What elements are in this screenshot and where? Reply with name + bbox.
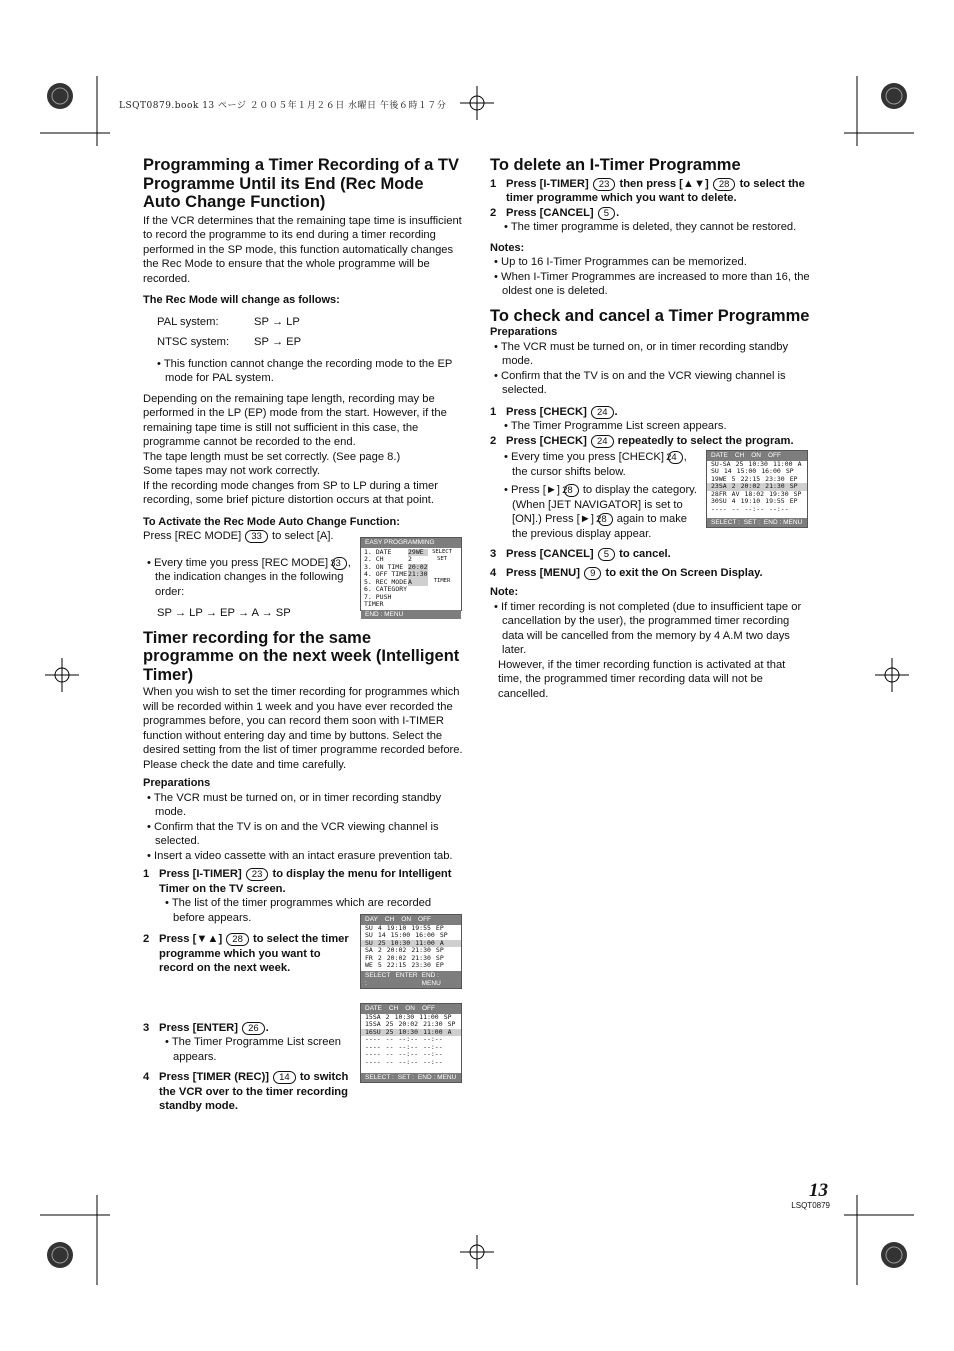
notes-heading: Notes: [490,241,525,254]
note-bullet-2: • When I-Timer Programmes are increased to more than 16, the oldest one is deleted. [494,270,810,297]
check-step-2: 2 Press [CHECK] 24 repeatedly to select the program. [490,434,794,447]
osd-timer-list-1: DATE CH ON OFF 15SA 2 10:30 11:00 SP 15SA 25 20:02 21:30 SP 16SU 25 10:30 11:00 A ---- -- --:-- --:-- ---- -- --:-- --:-- ---- -- --:-- --:-- ---- -- --:-- --:-- SELECT : SET : END : MENU [360,1003,462,1083]
osd-row: FR 2 20:02 21:30 SP [365,953,444,962]
activate-heading: To Activate the Rec Mode Auto Change Function: [143,515,400,528]
registration-mark-bottom-right [844,1195,914,1285]
page-number: 13 [809,1180,828,1201]
step-4: 4 Press [TIMER (REC)] 14 to switch the VCR over to the timer recording standby mode. [143,1071,349,1112]
delete-step-2-bullet: • The timer programme is deleted, they cannot be restored. [504,221,797,233]
osd-easy-footer: END : MENU [361,610,461,620]
prep-bullet-2: • Confirm that the TV is on and the VCR viewing channel is selected. [147,820,439,847]
step-3-bullet: • The Timer Programme List screen appears. [165,1036,341,1063]
note-bullet-cancel: • If timer recording is not completed (due to insufficient tape or cancellation by the user), the programmed timer recording data will be cancelled from the memory by 4 A.M two days later. [494,600,802,656]
prep2-bullet-2: • Confirm that the TV is on and the VCR viewing channel is selected. [494,369,786,396]
check-step-1-bullet: • The Timer Programme List screen appears. [504,420,727,432]
check-step-3: 3 Press [CANCEL] 5 to cancel. [490,548,671,560]
osd-row: SU 14 15:00 16:00 SP [365,931,448,939]
note-heading: Note: [490,586,519,598]
note-however: However, if the timer recording function is activated at that time, the programmed timer recording data will not be cancelled. [498,658,786,700]
registration-mark-bottom-left [40,1195,110,1285]
step-1-bullet: • The list of the timer programmes which are recorded before appears. [165,897,432,924]
rec-mode-heading: The Rec Mode will change as follows: [143,294,340,306]
check-step-2-bullet-1: • Every time you press [CHECK] 24 , the cursor shifts below. [504,451,687,478]
mode-order: SP → LP → EP → A → SP [157,607,291,619]
activate-instruction: Press [REC MODE] 33 to select [A]. [143,530,334,542]
rec-mode-key-badge-2: 33 [332,557,347,570]
osd-row-selected: SU 25 10:30 11:00 A [361,940,461,948]
registration-mark-top-left [40,76,110,146]
section-title-rec-mode-auto: Programming a Timer Recording of a TV Programme Until its End (Rec Mode Auto Change Function) [143,156,460,211]
section-title-check-cancel: To check and cancel a Timer Programme [490,306,810,325]
prep-bullet-1: • The VCR must be turned on, or in timer recording standby mode. [147,791,442,818]
check-step-2-bullet-2: • Press [►] 28 to display the category. (When [JET NAVIGATOR] is set to [ON].) Press [►] 28 again to make the previous display appear. [504,484,698,540]
bullet-every-time: • Every time you press [REC MODE] 33 , the indication changes in the following order: [147,556,351,598]
section-title-intelligent-timer: Timer recording for the same programme on the next week (Intelligent Timer) [143,628,460,684]
ntsc-row: NTSC system: SP → EP [157,336,302,348]
intro-paragraph: If the VCR determines that the remaining tape time is insufficient to record the programme to its end during a timer recording performed in the SP mode, this function automatically changes the Rec Mode to ensure that the whole programme will be recorded. [143,214,462,285]
osd-easy-title: EASY PROGRAMMING [361,538,461,548]
crosshair-top-center [460,86,494,120]
paragraph-remaining-tape: Depending on the remaining tape length, recording may be performed in the LP (EP) mode from the start. However, if the remaining tape time is still not sufficient in this case, the programme cannot be recorded to the end. [143,392,447,448]
crosshair-right-middle [875,658,909,692]
page-code: LSQT0879 [791,1201,830,1210]
prep2-bullet-1: • The VCR must be turned on, or in timer recording standby mode. [494,340,789,367]
check-step-1: 1 Press [CHECK] 24 . [490,405,618,418]
osd-row: WE 5 22:15 23:30 EP [365,961,444,969]
osd-itimer-list: DAY CH ON OFF SU 4 19:10 19:55 EP SU 14 15:00 16:00 SP SU 25 10:30 11:00 A SA 2 20:02 21:30 SP FR 2 20:02 21:30 SP WE 5 22:15 23:30 EP SELECT : ENTER END : MENU [360,914,462,989]
enter-key-badge: 26 [242,1022,265,1035]
preparations-heading: Preparations [143,777,211,789]
osd-timer-list-2: DATE CH ON OFF SU-SA 25 10:30 11:00 A SU 14 15:00 16:00 SP 19WE 5 22:15 23:30 EP 23SA 2 20:02 21:30 SP 28FR AV 18:02 19:30 SP 30SU 4 19:10 19:55 EP ---- -- --:-- --:-- SELECT : SET : END : MENU [706,450,808,528]
cursor-key-badge: 28 [226,933,249,946]
bullet-ep-note: • This function cannot change the recording mode to the EP mode for PAL system. [157,357,453,384]
crosshair-bottom-center [460,1235,494,1269]
delete-step-1: 1 Press [I-TIMER] 23 then press [▲▼] 28 to select the timer programme which you want to delete. [490,177,805,204]
intro2-paragraph: When you wish to set the timer recording for programmes which will be recorded within 1 week and you have ever recorded the programmes before, you can record them soon with I-TIMER function without entering day and time by buttons. Select the desired setting from the list of timer programme recorded before. Please check the date and time carefully. [143,686,463,771]
rec-mode-key-badge: 33 [245,530,268,543]
registration-mark-top-right [844,76,914,146]
crosshair-left-middle [45,658,79,692]
step-3: 3 Press [ENTER] 26 . [143,1021,269,1034]
step-1: 1 Press [I-TIMER] 23 to display the menu for Intelligent Timer on the TV screen. [143,868,452,895]
paragraph-some-tapes: Some tapes may not work correctly. [143,465,320,477]
preparations-heading-2: Preparations [490,326,558,338]
right-column [490,156,812,701]
osd-row: SA 2 20:02 21:30 SP [365,946,444,954]
osd-row: SU 4 19:10 19:55 EP [365,923,444,932]
paragraph-tape-length: The tape length must be set correctly. (See page 8.) [143,450,401,463]
i-timer-key-badge: 23 [246,868,269,881]
timer-rec-key-badge: 14 [273,1071,296,1084]
delete-step-2: 2 Press [CANCEL] 5 . [490,206,620,219]
step-2: 2 Press [▼▲] 28 to select the timer programme which you want to record on the next week. [143,933,349,974]
prep-bullet-3: • Insert a video cassette with an intact erasure prevention tab. [147,849,453,862]
check-step-4: 4 Press [MENU] 9 to exit the On Screen Display. [490,566,763,579]
paragraph-distortion: If the recording mode changes from SP to LP during a timer recording, some brief picture distortion occurs at that point. [143,479,438,506]
pal-row: PAL system: SP → LP [157,315,300,328]
osd-easy-programming: EASY PROGRAMMING 1. DATE 2. CH 3. ON TIME 4. OFF TIME 5. REC MODE 6. CATEGORY 7. PUSH TIMER 29WE 2 20:02 21:30 A SELECT SET TIMER END : MENU [360,537,462,611]
print-header: LSQT0879.book 13 ページ ２００５年１月２６日 水曜日 午後６時１７分 [119,101,447,111]
note-bullet-1: • Up to 16 I-Timer Programmes can be memorized. [494,256,747,268]
section-title-delete: To delete an I-Timer Programme [490,156,741,174]
